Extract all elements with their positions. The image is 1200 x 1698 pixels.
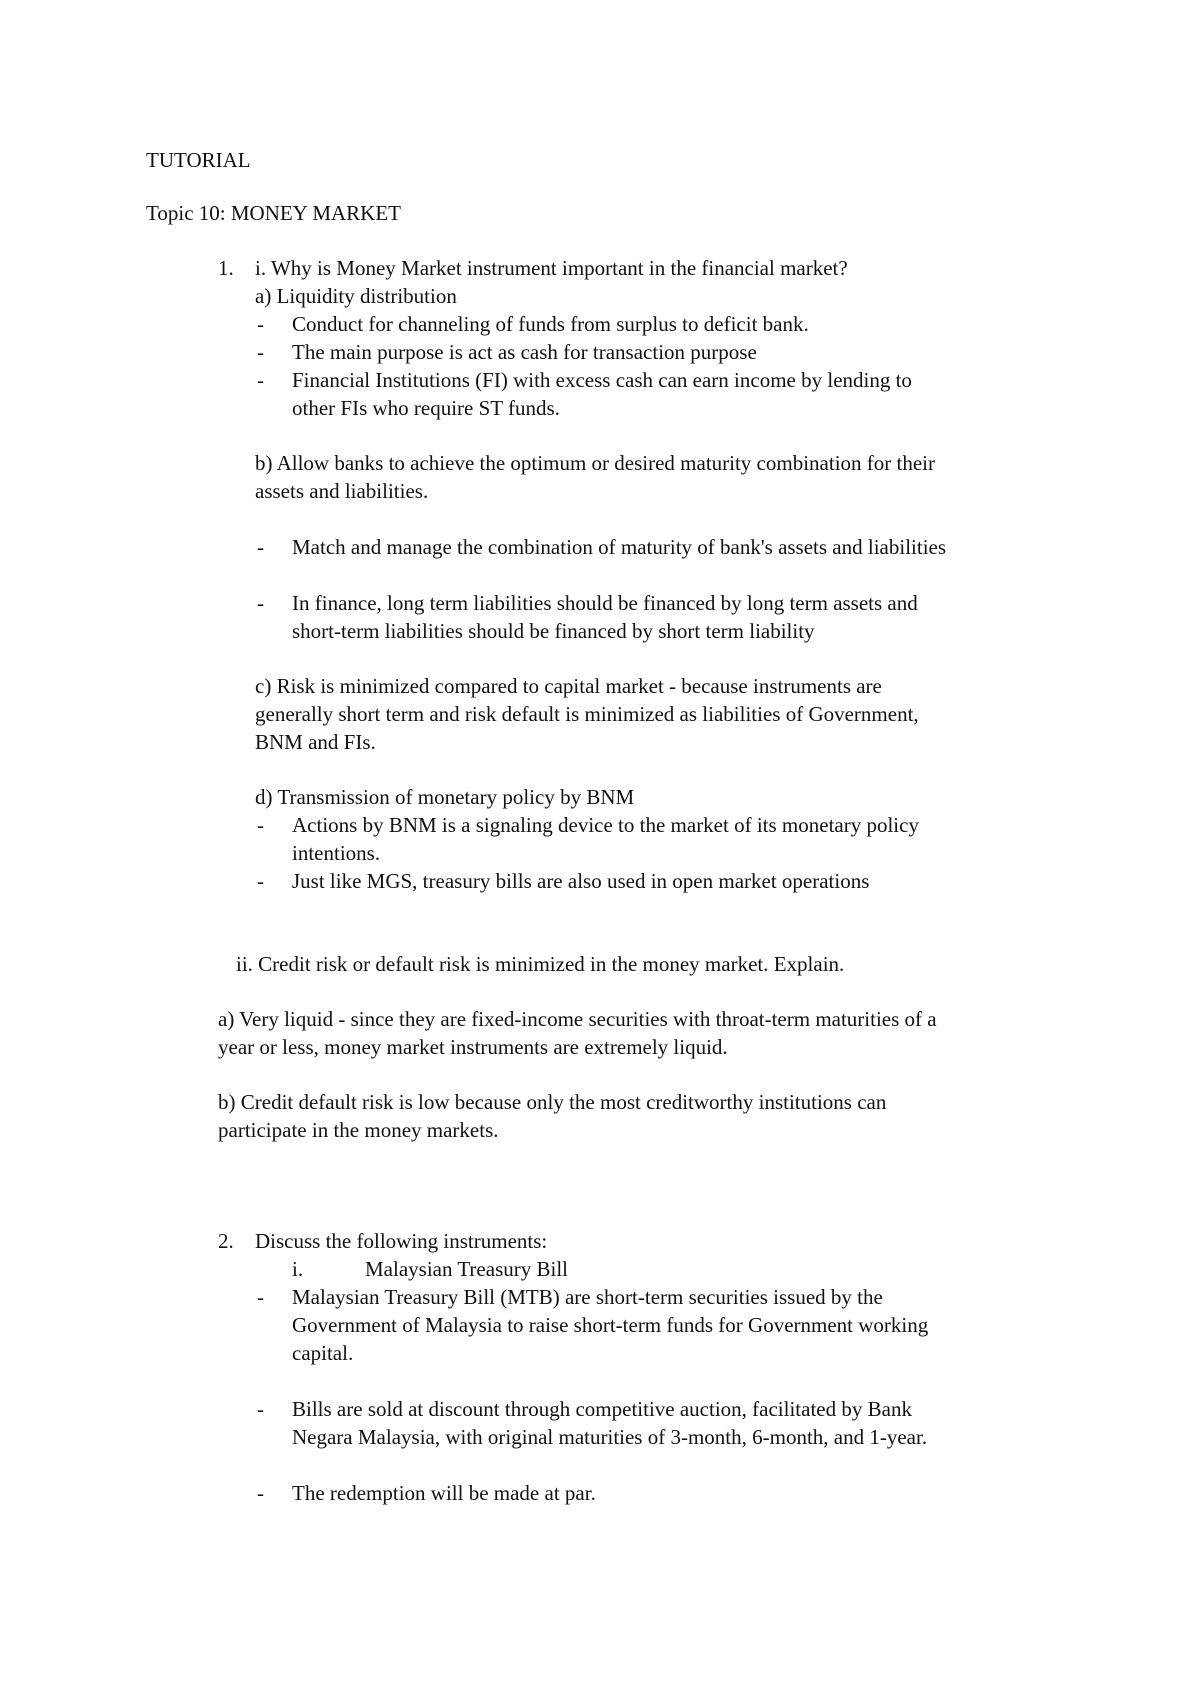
q1-ii-a-line-1: a) Very liquid - since they are fixed-income securities with throat-term maturities of a xyxy=(218,1007,937,1031)
q1-d-heading: d) Transmission of monetary policy by BNM xyxy=(255,785,635,809)
q2-bullet-1-cont-2: capital. xyxy=(292,1341,354,1365)
q1-b-bullet-1: Match and manage the combination of maturity of bank's assets and liabilities xyxy=(292,535,947,559)
q1-question-ii: ii. Credit risk or default risk is minimized in the money market. Explain. xyxy=(236,952,845,976)
q1-a-bullet-3: Financial Institutions (FI) with excess cash can earn income by lending to xyxy=(292,368,912,392)
q1-ii-a-line-2: year or less, money market instruments are extremely liquid. xyxy=(218,1035,728,1059)
q2-sub-title: Malaysian Treasury Bill xyxy=(365,1257,568,1281)
q1-c-line-1: c) Risk is minimized compared to capital market - because instruments are xyxy=(255,674,882,698)
q1-d-bullet-1: Actions by BNM is a signaling device to the market of its monetary policy xyxy=(292,813,919,837)
q2-bullet-2: Bills are sold at discount through competitive auction, facilitated by Bank xyxy=(292,1397,912,1421)
q1-c-line-2: generally short term and risk default is minimized as liabilities of Government, xyxy=(255,702,919,726)
q1-b-line-1: b) Allow banks to achieve the optimum or desired maturity combination for their xyxy=(255,451,936,475)
q1-b-bullet-2: In finance, long term liabilities should be financed by long term assets and xyxy=(292,591,918,615)
bullet-dash: - xyxy=(257,1397,264,1421)
q1-a-bullet-2: The main purpose is act as cash for transaction purpose xyxy=(292,340,757,364)
q2-bullet-2-cont: Negara Malaysia, with original maturities of 3-month, 6-month, and 1-year. xyxy=(292,1425,928,1449)
topic-heading: Topic 10: MONEY MARKET xyxy=(146,201,401,225)
q1-a-heading: a) Liquidity distribution xyxy=(255,284,457,308)
q2-sub-number: i. xyxy=(292,1257,304,1281)
doc-title: TUTORIAL xyxy=(146,148,251,172)
bullet-dash: - xyxy=(257,1481,264,1505)
bullet-dash: - xyxy=(257,813,264,837)
q1-b-bullet-2-cont: short-term liabilities should be financed by short term liability xyxy=(292,619,815,643)
q2-bullet-1-cont-1: Government of Malaysia to raise short-term funds for Government working xyxy=(292,1313,929,1337)
bullet-dash: - xyxy=(257,535,264,559)
q1-a-bullet-3-cont: other FIs who require ST funds. xyxy=(292,396,560,420)
q1-b-line-2: assets and liabilities. xyxy=(255,479,429,503)
q1-number: 1. xyxy=(218,256,234,280)
q2-bullet-1: Malaysian Treasury Bill (MTB) are short-term securities issued by the xyxy=(292,1285,883,1309)
bullet-dash: - xyxy=(257,368,264,392)
bullet-dash: - xyxy=(257,1285,264,1309)
q1-d-bullet-2: Just like MGS, treasury bills are also used in open market operations xyxy=(292,869,870,893)
bullet-dash: - xyxy=(257,312,264,336)
q1-c-line-3: BNM and FIs. xyxy=(255,730,376,754)
q1-d-bullet-1-cont: intentions. xyxy=(292,841,381,865)
q1-question-i: i. Why is Money Market instrument important in the financial market? xyxy=(255,256,848,280)
q2-question: Discuss the following instruments: xyxy=(255,1229,548,1253)
q1-ii-b-line-2: participate in the money markets. xyxy=(218,1118,499,1142)
q2-bullet-3: The redemption will be made at par. xyxy=(292,1481,596,1505)
q2-number: 2. xyxy=(218,1229,234,1253)
q1-ii-b-line-1: b) Credit default risk is low because only the most creditworthy institutions can xyxy=(218,1090,887,1114)
bullet-dash: - xyxy=(257,340,264,364)
bullet-dash: - xyxy=(257,869,264,893)
q1-a-bullet-1: Conduct for channeling of funds from surplus to deficit bank. xyxy=(292,312,809,336)
bullet-dash: - xyxy=(257,591,264,615)
